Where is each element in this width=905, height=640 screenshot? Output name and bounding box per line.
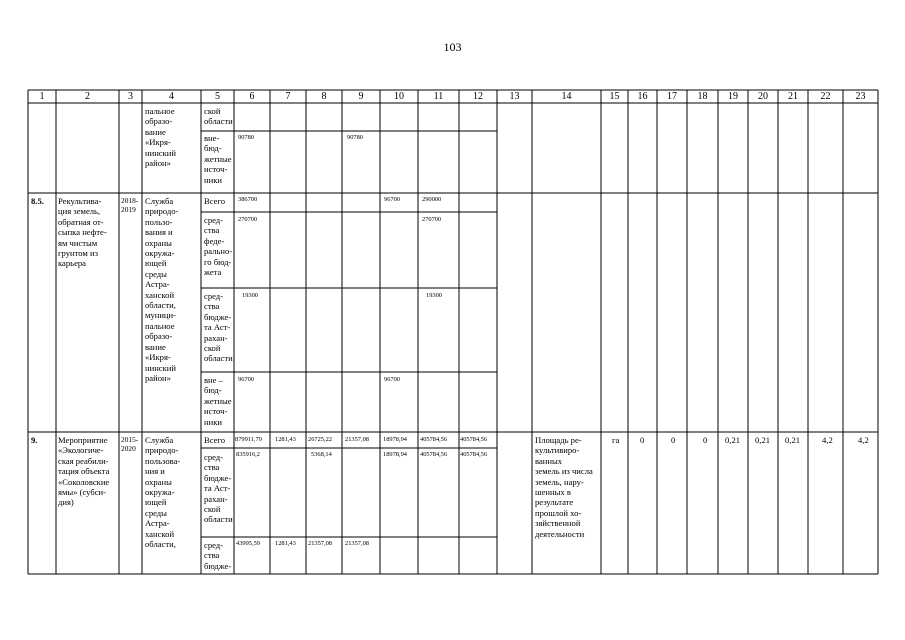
row-9-value-col18: 0 <box>703 435 708 445</box>
col-header-15: 15 <box>609 91 620 102</box>
row-9-value-col23: 4,2 <box>858 435 869 445</box>
row-8-5-source-total: Всего <box>204 196 226 206</box>
row-9-executor: Служба природо- пользова- ния и охраны окружа- ющей среды Астра- ханской области, <box>145 435 181 550</box>
row-9-source-regional: сред- ства бюдже- та Аст- рахан- ской области <box>204 452 233 525</box>
row-9-total-col11: 405784,56 <box>420 436 448 443</box>
col-header-10: 10 <box>394 91 404 102</box>
col-header-20: 20 <box>758 91 768 102</box>
row-8-5-source-offbudget: вне – бюд- жетные источ- ники <box>204 375 232 427</box>
row-9-other-col7: 1281,43 <box>275 540 296 547</box>
col-header-5: 5 <box>215 91 220 102</box>
row-8-5-federal-col11: 270700 <box>422 216 442 223</box>
row-9-value-col16: 0 <box>640 435 645 445</box>
row-9-unit: га <box>612 435 620 445</box>
row-9-indicator: Площадь ре- культивиро- ванных земель из числа земель, нару- шенных в результате прошлой хо- зяйственной деятельности <box>535 435 593 539</box>
cont-executor: пальное образо- вание «Икря- нинский район» <box>145 106 176 169</box>
col-header-14: 14 <box>561 91 572 102</box>
col-header-22: 22 <box>820 91 831 102</box>
row-8-5-offbudget-col10: 96700 <box>384 376 400 383</box>
row-9-name: Мероприятие «Экологиче- ская реабили- тация объекта «Соколовские ямы» (субси- дия) <box>58 435 110 508</box>
row-9-source-total: Всего <box>204 435 226 445</box>
col-header-12: 12 <box>473 91 483 102</box>
col-header-6: 6 <box>249 91 255 102</box>
row-9-regional-col10: 18978,94 <box>383 451 407 458</box>
col-header-11: 11 <box>433 91 444 102</box>
row-9-number: 9. <box>31 435 38 445</box>
row-9-value-col22: 4,2 <box>822 435 833 445</box>
col-header-13: 13 <box>509 91 520 102</box>
row-8-5-total-col6: 386700 <box>238 196 258 203</box>
col-header-2: 2 <box>85 91 90 102</box>
cont-value-col9: 90780 <box>347 134 363 141</box>
row-8-5-total-col10: 96700 <box>384 196 400 203</box>
row-8-5-regional-col6: 19300 <box>242 292 258 299</box>
col-header-3: 3 <box>128 91 133 102</box>
col-header-4: 4 <box>169 91 174 102</box>
cont-value-col6: 90780 <box>238 134 254 141</box>
col-header-16: 16 <box>637 91 648 102</box>
row-9-other-col6: 43995,59 <box>236 540 260 547</box>
row-9-total-col8: 26725,22 <box>308 436 332 443</box>
row-8-5-name: Рекультива- ция земель, обратная от- сыпка нефте- ям чистым грунтом из карьера <box>58 196 107 269</box>
row-8-5-total-col11: 290000 <box>422 196 442 203</box>
row-8-5-federal-col6: 270700 <box>238 216 258 223</box>
col-header-23: 23 <box>855 91 866 102</box>
row-9-regional-col8: 5368,14 <box>311 451 332 458</box>
row-9-value-col21: 0,21 <box>785 435 801 445</box>
row-9-regional-col6: 835916,2 <box>236 451 260 458</box>
row-8-5-years: 2018- 2019 <box>121 196 139 214</box>
row-9-total-col6: 879911,79 <box>235 436 262 443</box>
row-8-5-regional-col11: 19300 <box>426 292 442 299</box>
col-header-21: 21 <box>788 91 798 102</box>
row-9-total-col10: 18978,94 <box>383 436 407 443</box>
col-header-7: 7 <box>285 91 291 102</box>
row-9-total-col9: 21357,08 <box>345 436 369 443</box>
row-9-value-col19: 0,21 <box>725 435 741 445</box>
row-8-5-offbudget-col6: 96700 <box>238 376 254 383</box>
row-9-other-col8: 21357,08 <box>308 540 332 547</box>
row-9-other-col9: 21357,08 <box>345 540 369 547</box>
row-8-5-number: 8.5. <box>31 196 44 206</box>
row-8-5-source-regional: сред- ства бюдже- та Аст- рахан- ской области <box>204 291 233 364</box>
cont-source-b: вне- бюд- жетные источ- ники <box>204 133 232 185</box>
row-9-value-col17: 0 <box>671 435 676 445</box>
row-9-regional-col12: 405784,56 <box>460 451 488 458</box>
row-9-regional-col11: 405784,56 <box>420 451 448 458</box>
row-9-value-col20: 0,21 <box>755 435 771 445</box>
col-header-1: 1 <box>39 91 45 102</box>
row-8-5-executor: Служба природо- пользо- вания и охраны окружа- ющей среды Астра- ханской области, муници- пальное образо- вание «Икря- нинский район» <box>145 196 179 383</box>
col-header-19: 19 <box>728 91 738 102</box>
page-number: 103 <box>443 40 462 54</box>
row-9-total-col12: 405784,56 <box>460 436 488 443</box>
col-header-9: 9 <box>358 91 364 102</box>
row-9-source-other: сред- ства бюдже- <box>204 540 232 571</box>
col-header-8: 8 <box>321 91 327 102</box>
col-header-18: 18 <box>697 91 708 102</box>
row-9-total-col7: 1281,43 <box>275 436 296 443</box>
row-9-years: 2015- 2020 <box>121 435 139 453</box>
col-header-17: 17 <box>667 91 677 102</box>
cont-source-a: ской области <box>204 106 233 127</box>
row-8-5-source-federal: сред- ства феде- рально- го бюд- жета <box>204 215 233 278</box>
